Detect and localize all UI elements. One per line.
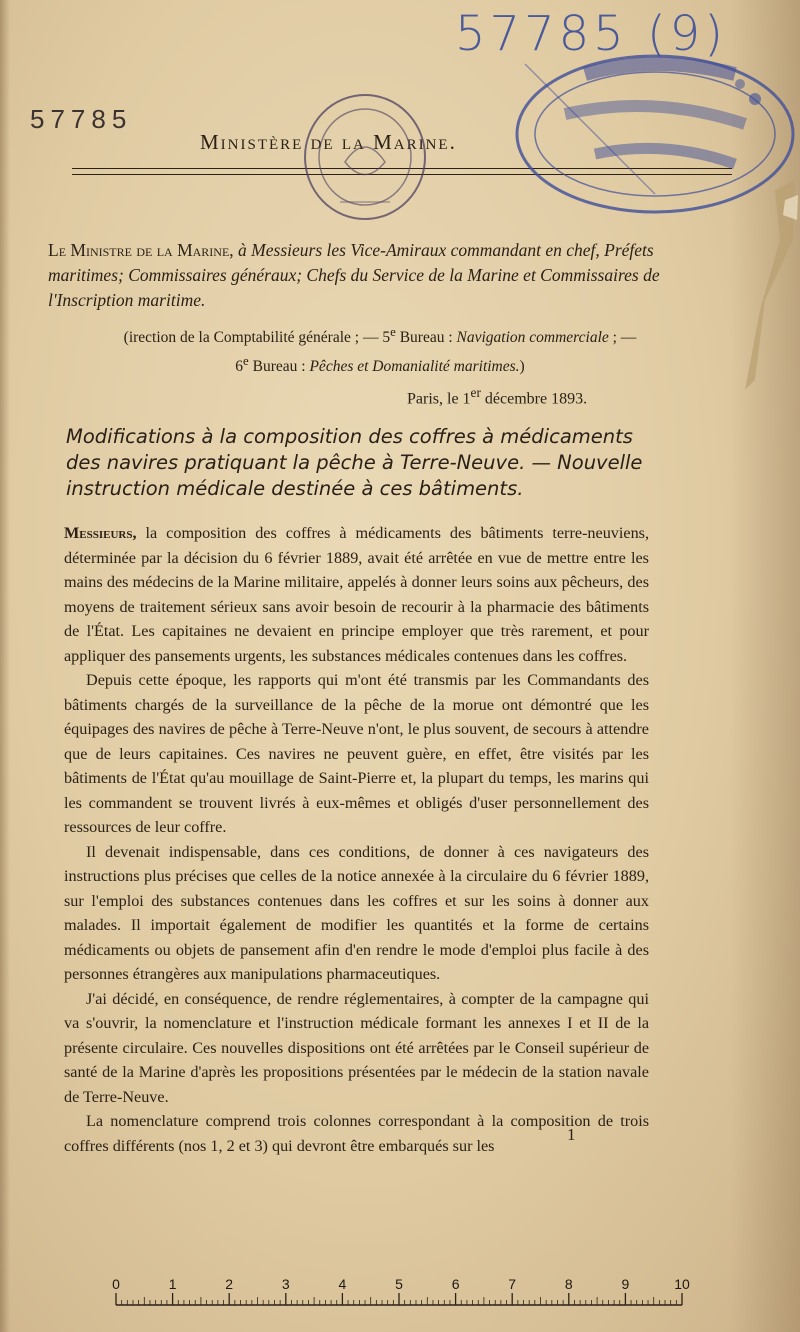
direction-line-2 <box>60 349 700 378</box>
date-sup: er <box>470 385 481 400</box>
ruler-label: 6 <box>451 1276 460 1292</box>
library-seal-stamp <box>300 92 430 232</box>
ministry-heading: Ministère de la Marine. <box>200 130 457 154</box>
printed-side-number: 57785 <box>30 104 133 134</box>
paragraph-3: Il devenait indispensable, dans ces conditions, de donner à ces navigateurs des instructions plus précises que celles de la notice annexée à la circulaire du 6 février 1889, sur l'emploi des substances contenues dans les coffres et sur les soins à donner aux malades. Il importait également de modifier les quantités et la forme de certains médicaments ou objets de pansement afin d'en rendre le mode d'emploi plus facile à des personnes étrangères aux manipulations pharmaceutiques. <box>64 842 649 983</box>
paragraph-1-text: la composition des coffres à médicaments des bâtiments terre-neuviens, déterminée par la décision du 6 février 1889, avait été arrêtée en vue de mettre entre les mains des médecins de la Marine militaire, appelés à donner leurs soins aux pêcheurs, des moyens de traitement sérieux sans avoir besoin de recourir à la pharmacie des bâtiments de l'État. Les capitaines ne devaient en principe employer que très rarement, et pour appliquer des pansements urgents, les substances médicales contenues dans les coffres. <box>64 524 650 665</box>
paragraph-5: La nomenclature comprend trois colonnes correspondant à la composition de trois coffres différents (nos 1, 2 et 3) qui devront être embarqués sur les <box>64 1112 649 1155</box>
ruler-label: 5 <box>395 1276 403 1292</box>
ruler-label: 9 <box>621 1276 630 1292</box>
ruler-label: 3 <box>281 1276 290 1292</box>
library-oval-stamp <box>505 44 795 219</box>
circular-title: Modifications à la composition des coffres à médicaments des navires pratiquant la pêche à Terre-Neuve. — Nouvelle instruction médicale destinée à ces bâtiments. <box>66 425 643 500</box>
scale-ruler <box>112 1276 690 1317</box>
direction-line-2-start: 6 <box>235 358 244 376</box>
manuscript-shelf-number: 57785 (9) <box>455 6 727 62</box>
ruler-label: 10 <box>674 1276 690 1292</box>
ruler-label: 4 <box>338 1276 347 1292</box>
direction-block <box>60 320 700 378</box>
ruler-label: 8 <box>564 1276 573 1292</box>
direction-line-1-end: ; — <box>608 329 637 347</box>
page-number: 1 <box>567 1125 576 1144</box>
direction-line-2-mid: Bureau : <box>248 358 310 376</box>
ruler-label: 0 <box>112 1276 120 1292</box>
direction-line-1-mid: Bureau : <box>395 329 457 347</box>
date-suffix: décembre 1893. <box>480 390 588 408</box>
paragraph-2: Depuis cette époque, les rapports qui m'ont été transmis par les Commandants des bâtiments chargés de la surveillance de la pêche de la morue ont démontré que les équipages des navires de pêche à Terre-Neuve n'ont, le plus souvent, de secours à attendre que de leurs capitaines. Ces navires ne peuvent guère, en effet, être visités par les bâtiments de l'État qu'au mouillage de Saint-Pierre et, la plupart du temps, les marins qui les commandent se trouvent livrés à eux-mêmes et obligés d'user personnellement des ressources de leur coffre. <box>64 671 649 836</box>
date-line <box>407 385 587 408</box>
ruler-label: 7 <box>508 1276 517 1292</box>
sender: Le Ministre de la Marine, <box>48 240 234 260</box>
addressee-block <box>48 238 688 313</box>
ruler-label: 2 <box>225 1276 234 1292</box>
direction-line-1 <box>60 320 700 349</box>
page-left-edge <box>0 0 10 1332</box>
direction-line-2-sup: e <box>243 353 249 369</box>
addressee-list: à Messieurs les Vice-Amiraux commandant en chef, Préfets maritimes; Commissaires généraux; Chefs du Service de la Marine et Commissaires de l'Inscription maritime. <box>48 240 660 310</box>
paragraph-1 <box>64 521 649 668</box>
ruler-label: 1 <box>168 1276 177 1292</box>
date-prefix: Paris, le 1 <box>407 390 471 408</box>
direction-line-2-end: ) <box>519 358 525 376</box>
direction-line-1-start: (irection de la Comptabilité générale ; — 5 <box>123 329 391 347</box>
direction-line-1-sup: e <box>390 324 396 339</box>
salutation: Messieurs, <box>64 524 137 542</box>
direction-line-1-italic: Navigation commerciale <box>456 329 609 347</box>
paragraph-4: J'ai décidé, en conséquence, de rendre réglementaires, à compter de la campagne qui va s'ouvrir, la nomenclature et l'instruction médicale formant les annexes I et II de la présente circulaire. Ces nouvelles dispositions ont été arrêtées par le Conseil supérieur de santé de la Marine d'après les propositions présentées par le médecin de la station navale de Terre-Neuve. <box>64 989 649 1106</box>
direction-line-2-italic: Pêches et Domanialité maritimes. <box>309 358 520 376</box>
body-text <box>64 521 649 1158</box>
